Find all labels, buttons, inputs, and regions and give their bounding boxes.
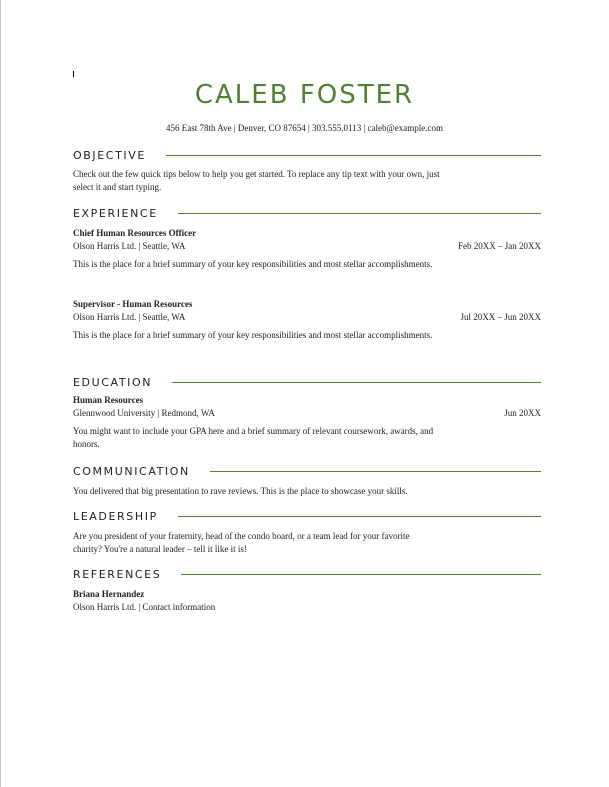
objective-text[interactable]: Check out the few quick tips below to help you get started. To replace any tip text with your own, just select it and start typing. xyxy=(73,169,440,192)
reference-name[interactable]: Briana Hernandez xyxy=(73,589,145,599)
degree[interactable]: Human Resources xyxy=(73,395,144,405)
section-leadership xyxy=(73,509,541,556)
job-company[interactable]: Olson Harris Ltd. | Seattle, WA xyxy=(73,241,186,251)
page-edge xyxy=(0,0,1,787)
job-summary[interactable]: This is the place for a brief summary of your key responsibilities and most stellar accomplishments. xyxy=(73,330,433,340)
section-heading[interactable]: LEADERSHIP xyxy=(73,509,158,523)
section-education xyxy=(73,375,541,451)
section-heading[interactable]: OBJECTIVE xyxy=(73,148,146,162)
section-divider xyxy=(181,574,541,575)
section-communication xyxy=(73,464,541,498)
job-title[interactable]: Chief Human Resources Officer xyxy=(73,228,197,238)
section-heading[interactable]: COMMUNICATION xyxy=(73,464,190,478)
section-heading[interactable]: EDUCATION xyxy=(73,375,153,389)
job-summary[interactable]: This is the place for a brief summary of your key responsibilities and most stellar accomplishments. xyxy=(73,259,433,269)
job-company[interactable]: Olson Harris Ltd. | Seattle, WA xyxy=(73,312,186,322)
job-title[interactable]: Supervisor - Human Resources xyxy=(73,299,193,309)
reference-info[interactable]: Olson Harris Ltd. | Contact information xyxy=(73,602,216,612)
section-heading[interactable]: EXPERIENCE xyxy=(73,206,158,220)
section-divider xyxy=(210,471,541,472)
job-dates[interactable]: Jul 20XX – Jun 20XX xyxy=(460,312,541,322)
section-divider xyxy=(178,213,541,214)
leadership-text[interactable]: Are you president of your fraternity, head of the condo board, or a team lead for your favorite charity? You're a natural leader – tell it like it is! xyxy=(73,531,410,554)
education-text[interactable]: You might want to include your GPA here and a brief summary of relevant coursework, awards, and honors. xyxy=(73,426,434,449)
section-heading[interactable]: REFERENCES xyxy=(73,567,162,581)
section-experience xyxy=(73,206,541,342)
school[interactable]: Glennwood University | Redmond, WA xyxy=(73,408,215,418)
section-objective xyxy=(73,148,541,194)
section-references xyxy=(73,567,541,614)
contact-info[interactable]: 456 East 78th Ave | Denver, CO 87654 | 303.555.0113 | caleb@example.com xyxy=(165,123,444,133)
section-divider xyxy=(166,155,541,156)
section-divider xyxy=(172,382,541,383)
resume-name[interactable]: CALEB FOSTER xyxy=(194,80,415,110)
communication-text[interactable]: You delivered that big presentation to rave reviews. This is the place to showcase your skills. xyxy=(73,486,408,496)
text-cursor xyxy=(73,71,74,77)
section-divider xyxy=(178,516,541,517)
job-dates[interactable]: Feb 20XX – Jan 20XX xyxy=(458,241,541,251)
graduation-date[interactable]: Jun 20XX xyxy=(504,408,541,418)
